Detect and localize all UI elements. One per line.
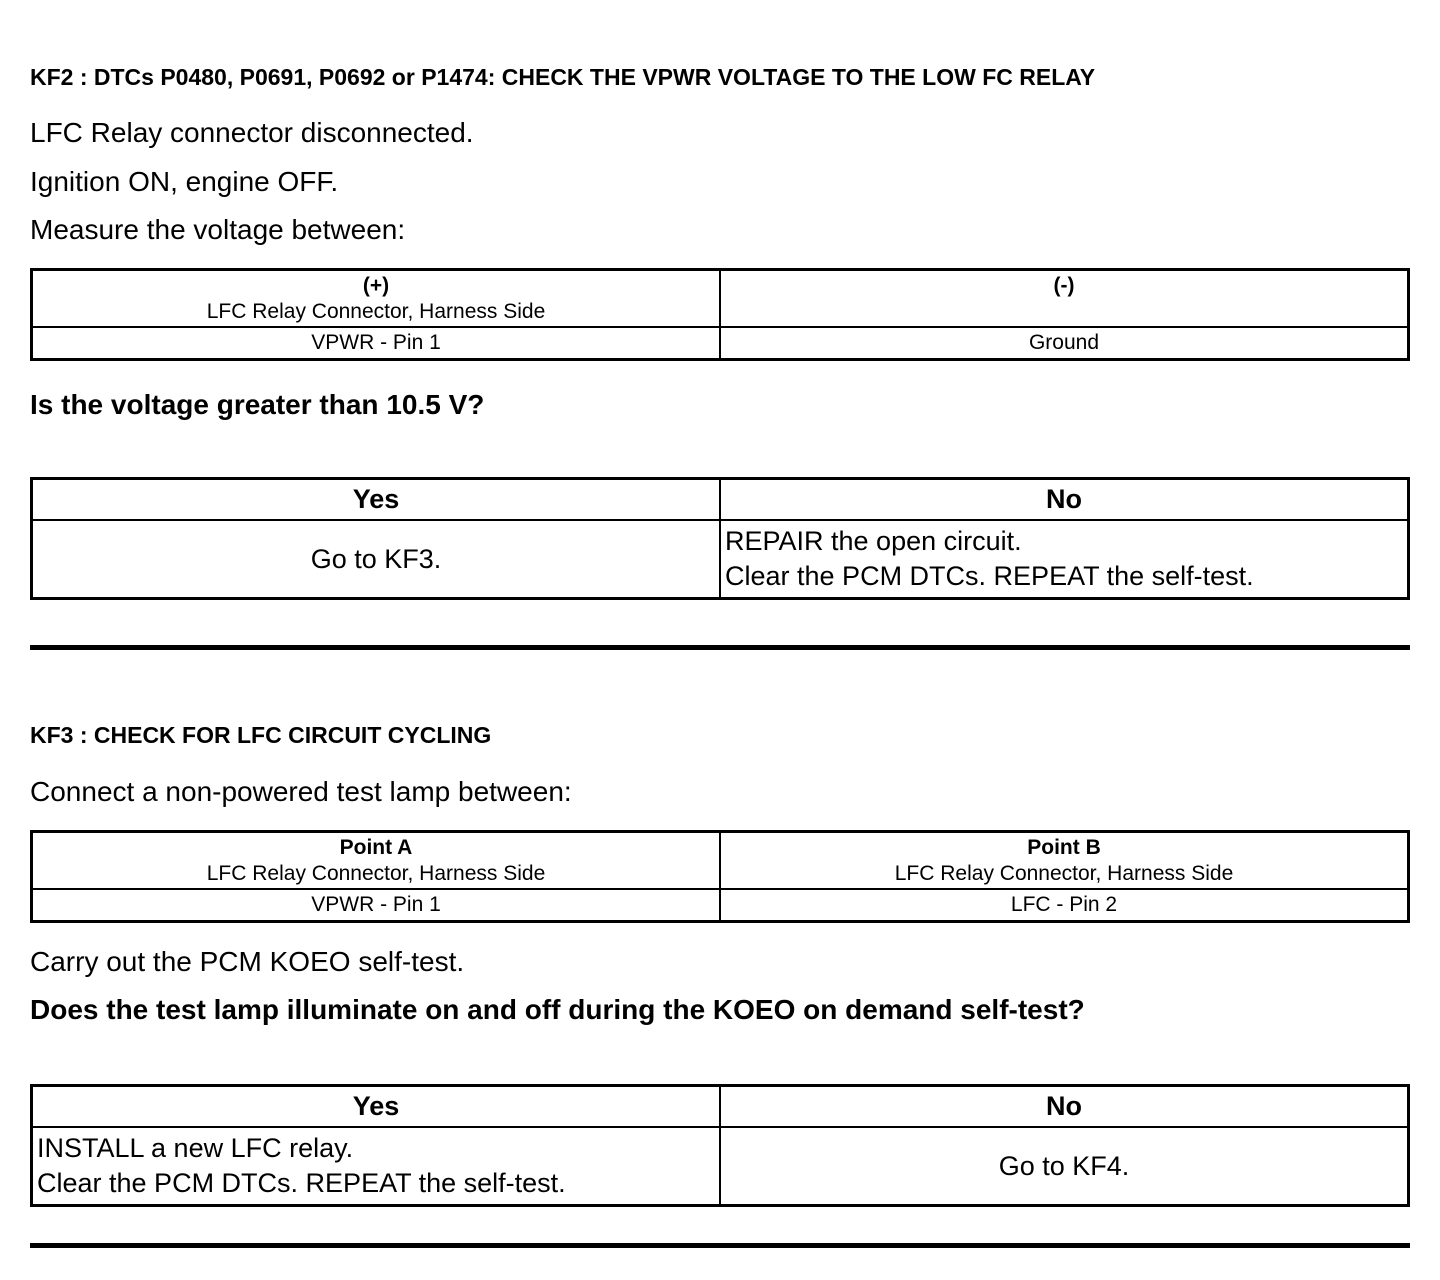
column-subtitle: LFC Relay Connector, Harness Side	[206, 861, 546, 885]
measure-value-negative: Ground	[720, 327, 1409, 359]
column-subtitle: LFC Relay Connector, Harness Side	[206, 299, 546, 323]
table-header-row	[32, 270, 1409, 328]
action-line: INSTALL a new LFC relay.	[37, 1133, 354, 1164]
yes-action-cell	[32, 520, 721, 599]
action-line: REPAIR the open circuit.	[725, 526, 1022, 557]
section-kf3	[30, 722, 1410, 1207]
step-text: Ignition ON, engine OFF.	[30, 165, 339, 197]
measurement-table-kf3	[30, 830, 1410, 923]
decision-table-kf3	[30, 1084, 1410, 1207]
table-row	[32, 327, 1409, 359]
section-heading-kf2: KF2 : DTCs P0480, P0691, P0692 or P1474: CHECK THE VPWR VOLTAGE TO THE LOW FC RELAY	[30, 64, 1096, 90]
no-header: No	[720, 479, 1409, 521]
section-divider	[30, 645, 1410, 650]
table-header-row	[32, 479, 1409, 521]
table-header-row	[32, 831, 1409, 889]
measure-value-point-a: VPWR - Pin 1	[32, 889, 721, 921]
column-title: (-)	[1053, 274, 1075, 297]
step-text: Connect a non-powered test lamp between:	[30, 775, 572, 807]
step-text: LFC Relay connector disconnected.	[30, 117, 474, 149]
section-heading-kf3: KF3 : CHECK FOR LFC CIRCUIT CYCLING	[30, 722, 492, 749]
measure-col-point-b	[720, 831, 1409, 889]
step-text: Carry out the PCM KOEO self-test.	[30, 945, 465, 977]
measure-value-point-b: LFC - Pin 2	[720, 889, 1409, 921]
yes-header: Yes	[32, 1086, 721, 1128]
column-title: (+)	[362, 274, 390, 297]
action-line: Clear the PCM DTCs. REPEAT the self-test.	[37, 1168, 566, 1199]
no-action-cell	[720, 520, 1409, 599]
measure-col-positive	[32, 270, 721, 328]
measure-col-point-a	[32, 831, 721, 889]
yes-header: Yes	[32, 479, 721, 521]
action-line: Go to KF3.	[310, 543, 442, 574]
section-kf2	[30, 64, 1410, 600]
no-action-cell	[720, 1127, 1409, 1206]
table-header-row	[32, 1086, 1409, 1128]
column-title: Point B	[1027, 835, 1101, 859]
action-line: Go to KF4.	[998, 1150, 1130, 1181]
section-divider	[30, 1243, 1410, 1248]
table-row	[32, 1127, 1409, 1206]
step-text: Measure the voltage between:	[30, 213, 406, 245]
measure-col-negative	[720, 270, 1409, 328]
table-row	[32, 520, 1409, 599]
yes-action-cell	[32, 1127, 721, 1206]
decision-question-kf3: Does the test lamp illuminate on and off during the KOEO on demand self-test?	[30, 993, 1085, 1025]
measure-value-positive: VPWR - Pin 1	[32, 327, 721, 359]
column-subtitle: LFC Relay Connector, Harness Side	[894, 861, 1234, 885]
no-header: No	[720, 1086, 1409, 1128]
decision-table-kf2	[30, 477, 1410, 600]
table-row	[32, 889, 1409, 921]
measurement-table-kf2	[30, 268, 1410, 361]
action-line: Clear the PCM DTCs. REPEAT the self-test.	[725, 561, 1254, 592]
decision-question-kf2: Is the voltage greater than 10.5 V?	[30, 388, 485, 420]
column-title: Point A	[339, 835, 413, 859]
